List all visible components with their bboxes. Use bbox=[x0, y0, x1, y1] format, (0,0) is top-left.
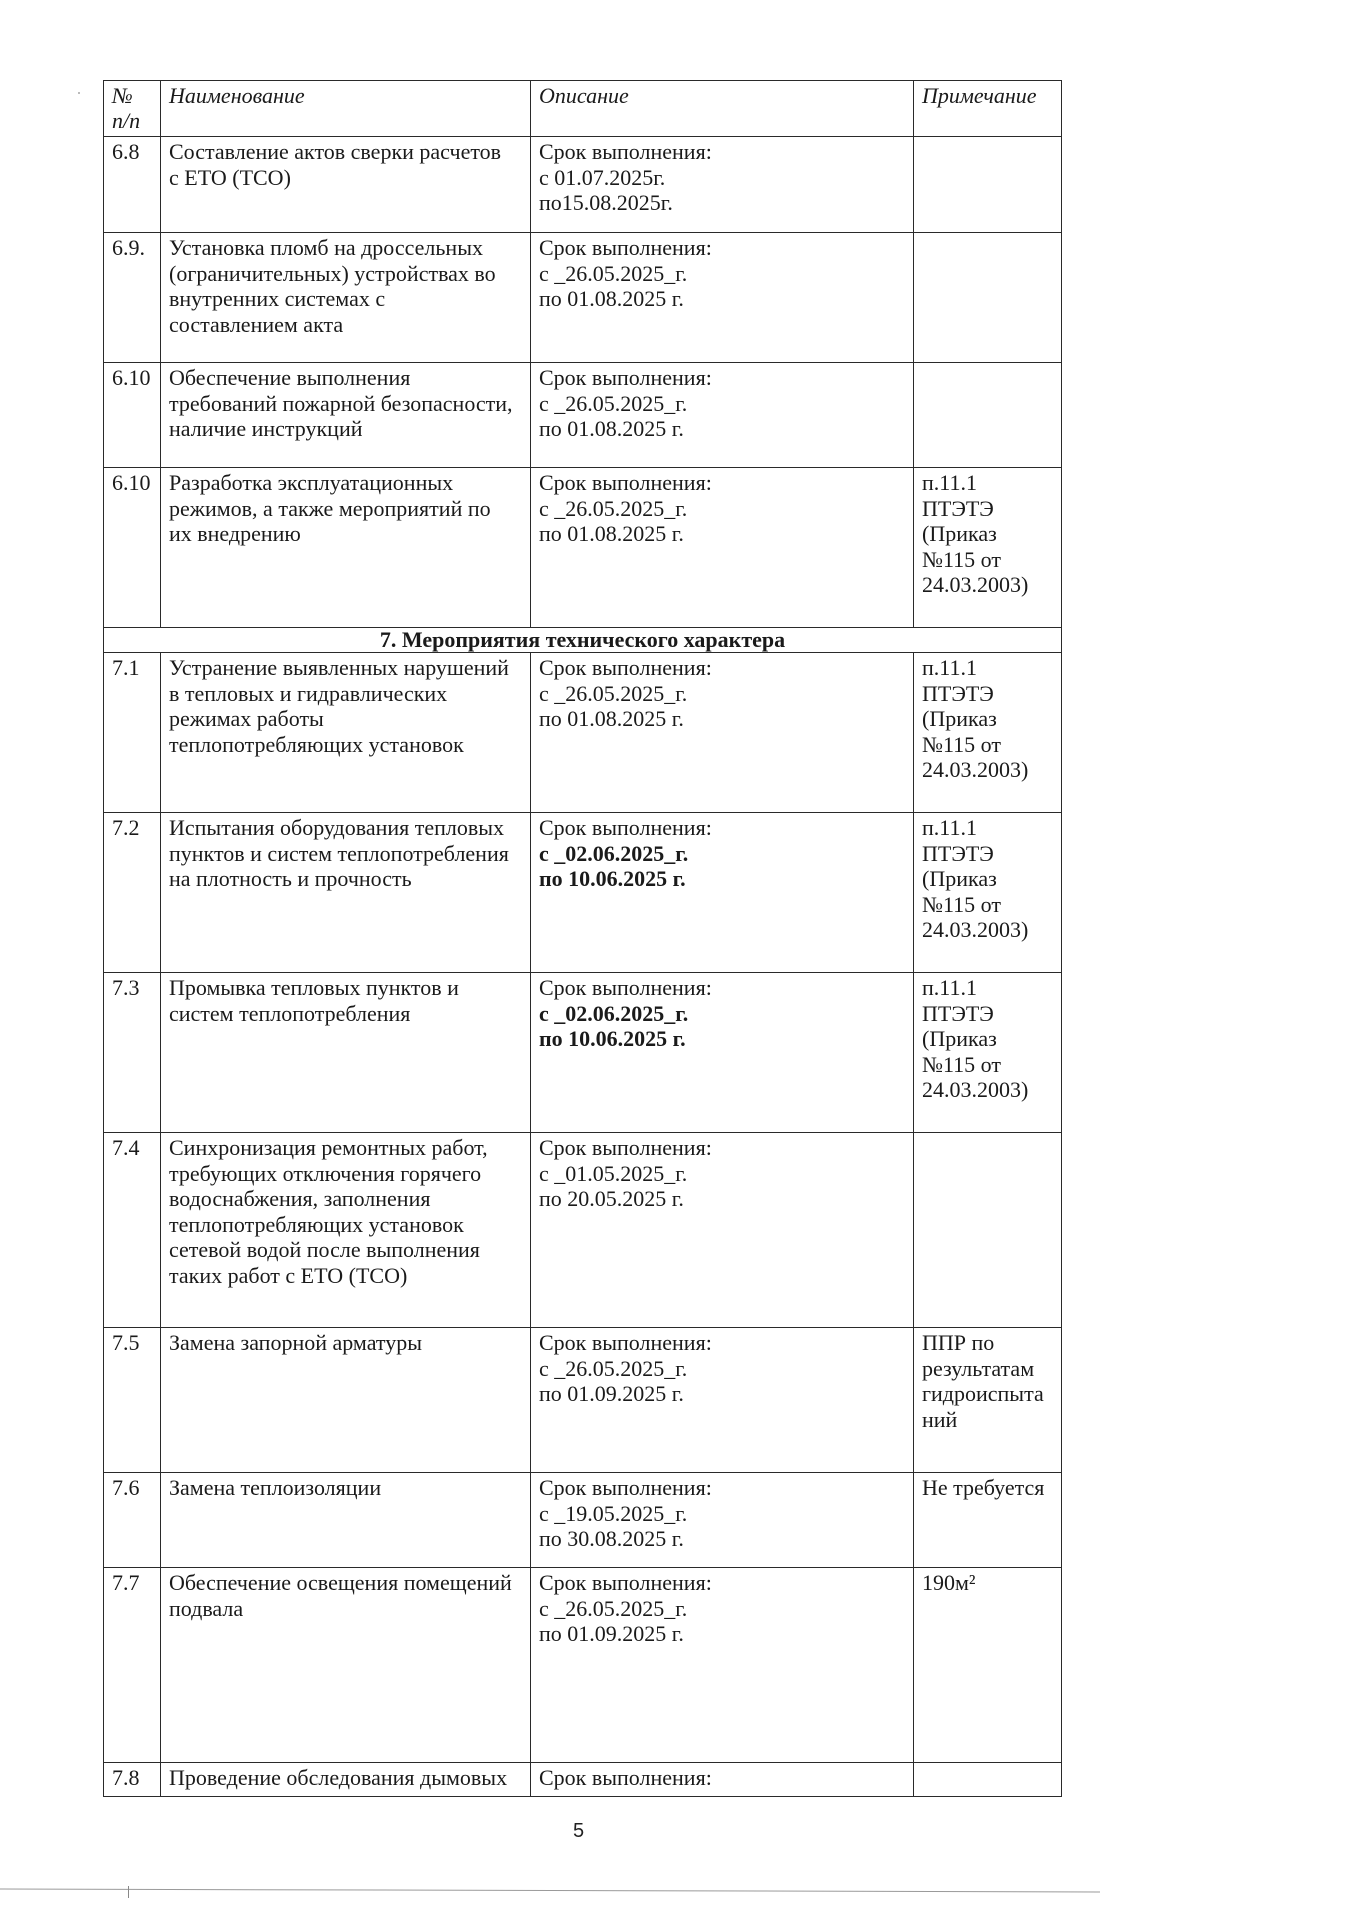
row-name bbox=[161, 973, 531, 1133]
row-name-line: таких работ с ЕТО (ТСО) bbox=[169, 1262, 408, 1288]
row-note-line: Не требуется bbox=[922, 1475, 1045, 1500]
row-note-line: 24.03.2003) bbox=[922, 917, 1029, 942]
row-description-line: Срок выполнения: bbox=[539, 235, 712, 260]
row-name bbox=[161, 468, 531, 628]
row-description-line: по 10.06.2025 г. bbox=[539, 866, 686, 891]
row-description-line: Срок выполнения: bbox=[539, 470, 712, 495]
row-number: 7.6 bbox=[104, 1473, 161, 1568]
scan-speck bbox=[78, 92, 80, 94]
row-name-line: требующих отключения горячего bbox=[169, 1160, 482, 1186]
row-note bbox=[914, 653, 1062, 813]
section-7 bbox=[104, 628, 1062, 653]
table-row bbox=[104, 363, 1062, 468]
row-note bbox=[914, 973, 1062, 1133]
row-description-line: по 01.09.2025 г. bbox=[539, 1381, 684, 1406]
row-note-line: №115 от bbox=[922, 1051, 1001, 1077]
row-name-line: наличие инструкций bbox=[169, 416, 363, 441]
header-number bbox=[104, 81, 161, 137]
header-number-symbol: № bbox=[112, 83, 133, 108]
row-name-line: сетевой водой после выполнения bbox=[169, 1237, 480, 1262]
row-name-line: теплопотребляющих установок bbox=[169, 731, 464, 757]
row-note-line: (Приказ bbox=[922, 866, 997, 891]
row-number: 7.3 bbox=[104, 973, 161, 1133]
row-name bbox=[161, 233, 531, 363]
row-description-line: по 01.08.2025 г. bbox=[539, 706, 684, 731]
row-description-line: с _01.05.2025_г. bbox=[539, 1160, 688, 1186]
row-name-line: Проведение обследования дымовых bbox=[169, 1765, 508, 1790]
table-row bbox=[104, 813, 1062, 973]
row-note-line: п.11.1 bbox=[922, 975, 977, 1000]
row-note bbox=[914, 137, 1062, 233]
rows-section-6 bbox=[104, 137, 1062, 628]
row-note-line: 190м² bbox=[922, 1570, 976, 1595]
header-note: Примечание bbox=[914, 81, 1062, 137]
row-name-line: (ограничительных) устройствах во bbox=[169, 260, 496, 286]
row-description-line: с _26.05.2025_г. bbox=[539, 1355, 688, 1381]
row-description-line: с _26.05.2025_г. bbox=[539, 495, 688, 521]
section-title: 7. Мероприятия технического характера bbox=[104, 628, 1062, 653]
row-name-line: с ЕТО (ТСО) bbox=[169, 164, 291, 190]
header-number-pp: п/п bbox=[112, 108, 141, 133]
row-description bbox=[531, 1473, 914, 1568]
row-description bbox=[531, 137, 914, 233]
row-name-line: требований пожарной безопасности, bbox=[169, 390, 513, 416]
row-note-line: п.11.1 bbox=[922, 470, 977, 495]
row-note-line: п.11.1 bbox=[922, 815, 977, 840]
row-description-line: с _02.06.2025_г. bbox=[539, 1000, 689, 1026]
row-description-line: по 01.08.2025 г. bbox=[539, 521, 684, 546]
row-note-line: (Приказ bbox=[922, 521, 997, 546]
row-description bbox=[531, 363, 914, 468]
row-description bbox=[531, 973, 914, 1133]
row-description-line: Срок выполнения: bbox=[539, 1570, 712, 1595]
row-number: 7.1 bbox=[104, 653, 161, 813]
scan-edge-tick bbox=[128, 1886, 129, 1898]
row-note bbox=[914, 1133, 1062, 1328]
row-name-line: теплопотребляющих установок bbox=[169, 1211, 464, 1237]
row-description-line: по 01.08.2025 г. bbox=[539, 416, 684, 441]
work-plan-table bbox=[103, 80, 1062, 1797]
row-number: 7.4 bbox=[104, 1133, 161, 1328]
row-note bbox=[914, 1763, 1062, 1797]
row-description bbox=[531, 1568, 914, 1763]
row-description bbox=[531, 468, 914, 628]
row-description bbox=[531, 233, 914, 363]
row-note-line: п.11.1 bbox=[922, 655, 977, 680]
row-name bbox=[161, 1328, 531, 1473]
page-number: 5 bbox=[572, 1820, 585, 1842]
row-note-line: №115 от bbox=[922, 891, 1001, 917]
row-name-line: Замена запорной арматуры bbox=[169, 1330, 422, 1355]
row-name-line: внутренних системах с bbox=[169, 286, 386, 311]
row-note bbox=[914, 363, 1062, 468]
page-footer bbox=[0, 1820, 1357, 1843]
row-note bbox=[914, 233, 1062, 363]
row-note bbox=[914, 813, 1062, 973]
row-description-line: Срок выполнения: bbox=[539, 975, 712, 1000]
row-number: 6.10 bbox=[104, 363, 161, 468]
table-row bbox=[104, 1568, 1062, 1763]
row-description bbox=[531, 813, 914, 973]
row-name-line: Устранение выявленных нарушений bbox=[169, 655, 509, 680]
row-note-line: 24.03.2003) bbox=[922, 1077, 1029, 1102]
row-note bbox=[914, 1328, 1062, 1473]
row-description-line: с _26.05.2025_г. bbox=[539, 1595, 688, 1621]
row-name-line: режимов, а также мероприятий по bbox=[169, 495, 491, 521]
row-name-line: Разработка эксплуатационных bbox=[169, 470, 454, 495]
row-description-line: Срок выполнения: bbox=[539, 655, 712, 680]
table-row bbox=[104, 137, 1062, 233]
row-description-line: Срок выполнения: bbox=[539, 365, 712, 390]
row-number: 6.10 bbox=[104, 468, 161, 628]
table-row bbox=[104, 1133, 1062, 1328]
rows-section-7 bbox=[104, 653, 1062, 1797]
row-note-line: ПТЭТЭ bbox=[922, 495, 994, 521]
table-row bbox=[104, 468, 1062, 628]
row-description bbox=[531, 1133, 914, 1328]
section-header-row bbox=[104, 628, 1062, 653]
row-name-line: режимах работы bbox=[169, 706, 324, 731]
header-description: Описание bbox=[531, 81, 914, 137]
row-description-line: по 01.08.2025 г. bbox=[539, 286, 684, 311]
row-name-line: Составление актов сверки расчетов bbox=[169, 139, 502, 164]
row-description-line: по 30.08.2025 г. bbox=[539, 1526, 684, 1551]
table-row bbox=[104, 233, 1062, 363]
row-description-line: Срок выполнения: bbox=[539, 1330, 712, 1355]
row-note-line: №115 от bbox=[922, 731, 1001, 757]
row-name-line: на плотность и прочность bbox=[169, 866, 412, 891]
row-name-line: составлением акта bbox=[169, 311, 344, 337]
row-description-line: Срок выполнения: bbox=[539, 139, 712, 164]
row-note-line: (Приказ bbox=[922, 706, 997, 731]
row-description-line: с _26.05.2025_г. bbox=[539, 260, 688, 286]
row-name-line: Обеспечение освещения помещений bbox=[169, 1570, 512, 1595]
row-name-line: их внедрению bbox=[169, 521, 301, 546]
row-description-line: по15.08.2025г. bbox=[539, 190, 673, 215]
row-note bbox=[914, 468, 1062, 628]
row-name bbox=[161, 363, 531, 468]
row-number: 7.5 bbox=[104, 1328, 161, 1473]
table-row bbox=[104, 1763, 1062, 1797]
row-number: 7.7 bbox=[104, 1568, 161, 1763]
row-name-line: систем теплопотребления bbox=[169, 1000, 411, 1026]
row-note-line: гидроиспыта bbox=[922, 1381, 1044, 1406]
row-name bbox=[161, 137, 531, 233]
row-description bbox=[531, 1763, 914, 1797]
row-description-line: с _26.05.2025_г. bbox=[539, 680, 688, 706]
row-description-line: с _02.06.2025_г. bbox=[539, 840, 689, 866]
row-description-line: Срок выполнения: bbox=[539, 1135, 712, 1160]
row-description-line: Срок выполнения: bbox=[539, 1475, 712, 1500]
row-name-line: пунктов и систем теплопотребления bbox=[169, 840, 509, 866]
row-name-line: в тепловых и гидравлических bbox=[169, 680, 448, 706]
row-description bbox=[531, 1328, 914, 1473]
row-name bbox=[161, 1473, 531, 1568]
scan-edge-line bbox=[0, 1889, 1100, 1893]
row-note-line: (Приказ bbox=[922, 1026, 997, 1051]
row-name bbox=[161, 1763, 531, 1797]
row-description-line: с _19.05.2025_г. bbox=[539, 1500, 688, 1526]
row-name bbox=[161, 813, 531, 973]
row-name bbox=[161, 653, 531, 813]
row-description-line: с _26.05.2025_г. bbox=[539, 390, 688, 416]
row-number: 6.9. bbox=[104, 233, 161, 363]
row-number: 7.8 bbox=[104, 1763, 161, 1797]
row-name bbox=[161, 1568, 531, 1763]
row-description-line: с 01.07.2025г. bbox=[539, 164, 666, 190]
row-number: 7.2 bbox=[104, 813, 161, 973]
row-name-line: Испытания оборудования тепловых bbox=[169, 815, 505, 840]
row-description-line: по 20.05.2025 г. bbox=[539, 1186, 684, 1211]
table-row bbox=[104, 653, 1062, 813]
table-row bbox=[104, 973, 1062, 1133]
row-description bbox=[531, 653, 914, 813]
row-name bbox=[161, 1133, 531, 1328]
row-note-line: 24.03.2003) bbox=[922, 757, 1029, 782]
row-note bbox=[914, 1568, 1062, 1763]
row-note-line: ПТЭТЭ bbox=[922, 840, 994, 866]
row-note bbox=[914, 1473, 1062, 1568]
row-note-line: ний bbox=[922, 1406, 958, 1432]
row-name-line: Обеспечение выполнения bbox=[169, 365, 411, 390]
row-note-line: ПТЭТЭ bbox=[922, 1000, 994, 1026]
row-name-line: Синхронизация ремонтных работ, bbox=[169, 1135, 488, 1160]
table-header-row bbox=[104, 81, 1062, 137]
row-description-line: Срок выполнения: bbox=[539, 1765, 712, 1790]
header-name: Наименование bbox=[161, 81, 531, 137]
row-name-line: Установка пломб на дроссельных bbox=[169, 235, 483, 260]
row-note-line: ПТЭТЭ bbox=[922, 680, 994, 706]
row-description-line: Срок выполнения: bbox=[539, 815, 712, 840]
row-description-line: по 10.06.2025 г. bbox=[539, 1026, 686, 1051]
row-note-line: №115 от bbox=[922, 546, 1001, 572]
row-note-line: 24.03.2003) bbox=[922, 572, 1029, 597]
row-note-line: результатам bbox=[922, 1355, 1035, 1381]
row-note-line: ППР по bbox=[922, 1330, 995, 1355]
row-number: 6.8 bbox=[104, 137, 161, 233]
row-name-line: подвала bbox=[169, 1595, 244, 1621]
row-name-line: Промывка тепловых пунктов и bbox=[169, 975, 459, 1000]
table-row bbox=[104, 1473, 1062, 1568]
row-name-line: водоснабжения, заполнения bbox=[169, 1186, 431, 1211]
table-row bbox=[104, 1328, 1062, 1473]
row-name-line: Замена теплоизоляции bbox=[169, 1475, 382, 1500]
row-description-line: по 01.09.2025 г. bbox=[539, 1621, 684, 1646]
